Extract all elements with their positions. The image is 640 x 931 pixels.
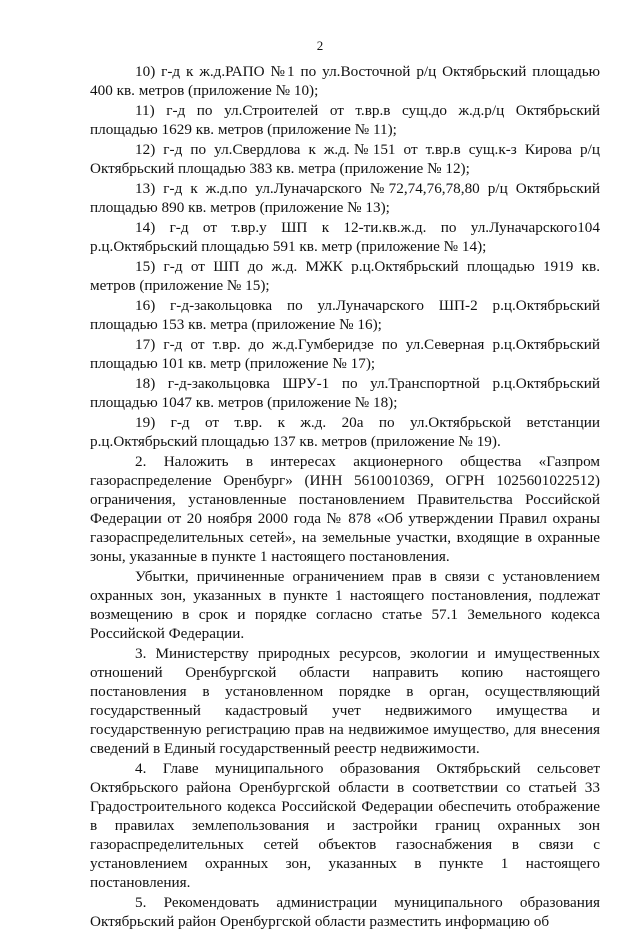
paragraph-item-17: 17) г-д от т.вр. до ж.д.Гумберидзе по ул.Северная р.ц.Октябрьский площадью 101 кв. метр (приложение № 17); [90,336,600,372]
paragraph-item-15: 15) г-д от ШП до ж.д. МЖК р.ц.Октябрьский площадью 1919 кв. метров (приложение № 15); [90,258,600,294]
paragraph-item-14: 14) г-д от т.вр.у ШП к 12-ти.кв.ж.д. по ул.Луначарского104 р.ц.Октябрьский площадью 591 кв. метр (приложение № 14); [90,219,600,255]
paragraph-item-13: 13) г-д к ж.д.по ул.Луначарского №72,74,76,78,80 р/ц Октябрьский площадью 890 кв. метров (приложение № 13); [90,180,600,216]
paragraph-losses: Убытки, причиненные ограничением прав в связи с установлением охранных зон, указанных в пункте 1 настоящего постановления, подлежат возмещению в срок и порядке согласно статье 57.1 Земельного кодекса Российской Федерации. [90,568,600,642]
paragraph-section-2: 2. Наложить в интересах акционерного общества «Газпром газораспределение Оренбург» (ИНН 5610010369, ОГРН 1025601022512) ограничения, установленные постановлением Правительства Российской Федерации от 20 ноября 2000 года № 878 «Об утверждении Правил охраны газораспределительных сетей», на земельные участки, входящие в охранные зоны, указанные в пункте 1 настоящего постановления. [90,453,600,565]
paragraph-section-4: 4. Главе муниципального образования Октябрьский сельсовет Октябрьского района Оренбургской области в соответствии со статьей 33 Градостроительного кодекса Российской Федерации обеспечить отображение в правилах землепользования и застройки границ охранных зон газораспределительных сетей объектов газоснабжения в связи с установлением охранных зон, указанных в пункте 1 настоящего постановления. [90,760,600,891]
document-body [90,62,600,931]
paragraph-item-16: 16) г-д-закольцовка по ул.Луначарского ШП-2 р.ц.Октябрьский площадью 153 кв. метра (приложение № 16); [90,297,600,333]
paragraph-item-11: 11) г-д по ул.Строителей от т.вр.в сущ.до ж.д.р/ц Октябрьский площадью 1629 кв. метров (приложение № 11); [90,102,600,138]
page-number: 2 [316,38,324,53]
paragraph-item-10: 10) г-д к ж.д.РАПО №1 по ул.Восточной р/ц Октябрьский площадью 400 кв. метров (приложение № 10); [90,63,600,99]
paragraph-section-3: 3. Министерству природных ресурсов, экологии и имущественных отношений Оренбургской области направить копию настоящего постановления в установленном порядке в орган, осуществляющий государственный кадастровый учет недвижимого имущества и государственную регистрацию прав на недвижимое имущество, для внесения сведений в Единый государственный реестр недвижимости. [90,645,600,757]
paragraph-item-18: 18) г-д-закольцовка ШРУ-1 по ул.Транспортной р.ц.Октябрьский площадью 1047 кв. метров (приложение № 18); [90,375,600,411]
paragraph-section-5: 5. Рекомендовать администрации муниципального образования Октябрьский район Оренбургской области разместить информацию об [90,894,600,930]
paragraph-item-12: 12) г-д по ул.Свердлова к ж.д.№151 от т.вр.в сущ.к-з Кирова р/ц Октябрьский площадью 383 кв. метра (приложение № 12); [90,141,600,177]
paragraph-item-19: 19) г-д от т.вр. к ж.д. 20а по ул.Октябрьской ветстанции р.ц.Октябрьский площадью 137 кв. метров (приложение № 19). [90,414,600,450]
